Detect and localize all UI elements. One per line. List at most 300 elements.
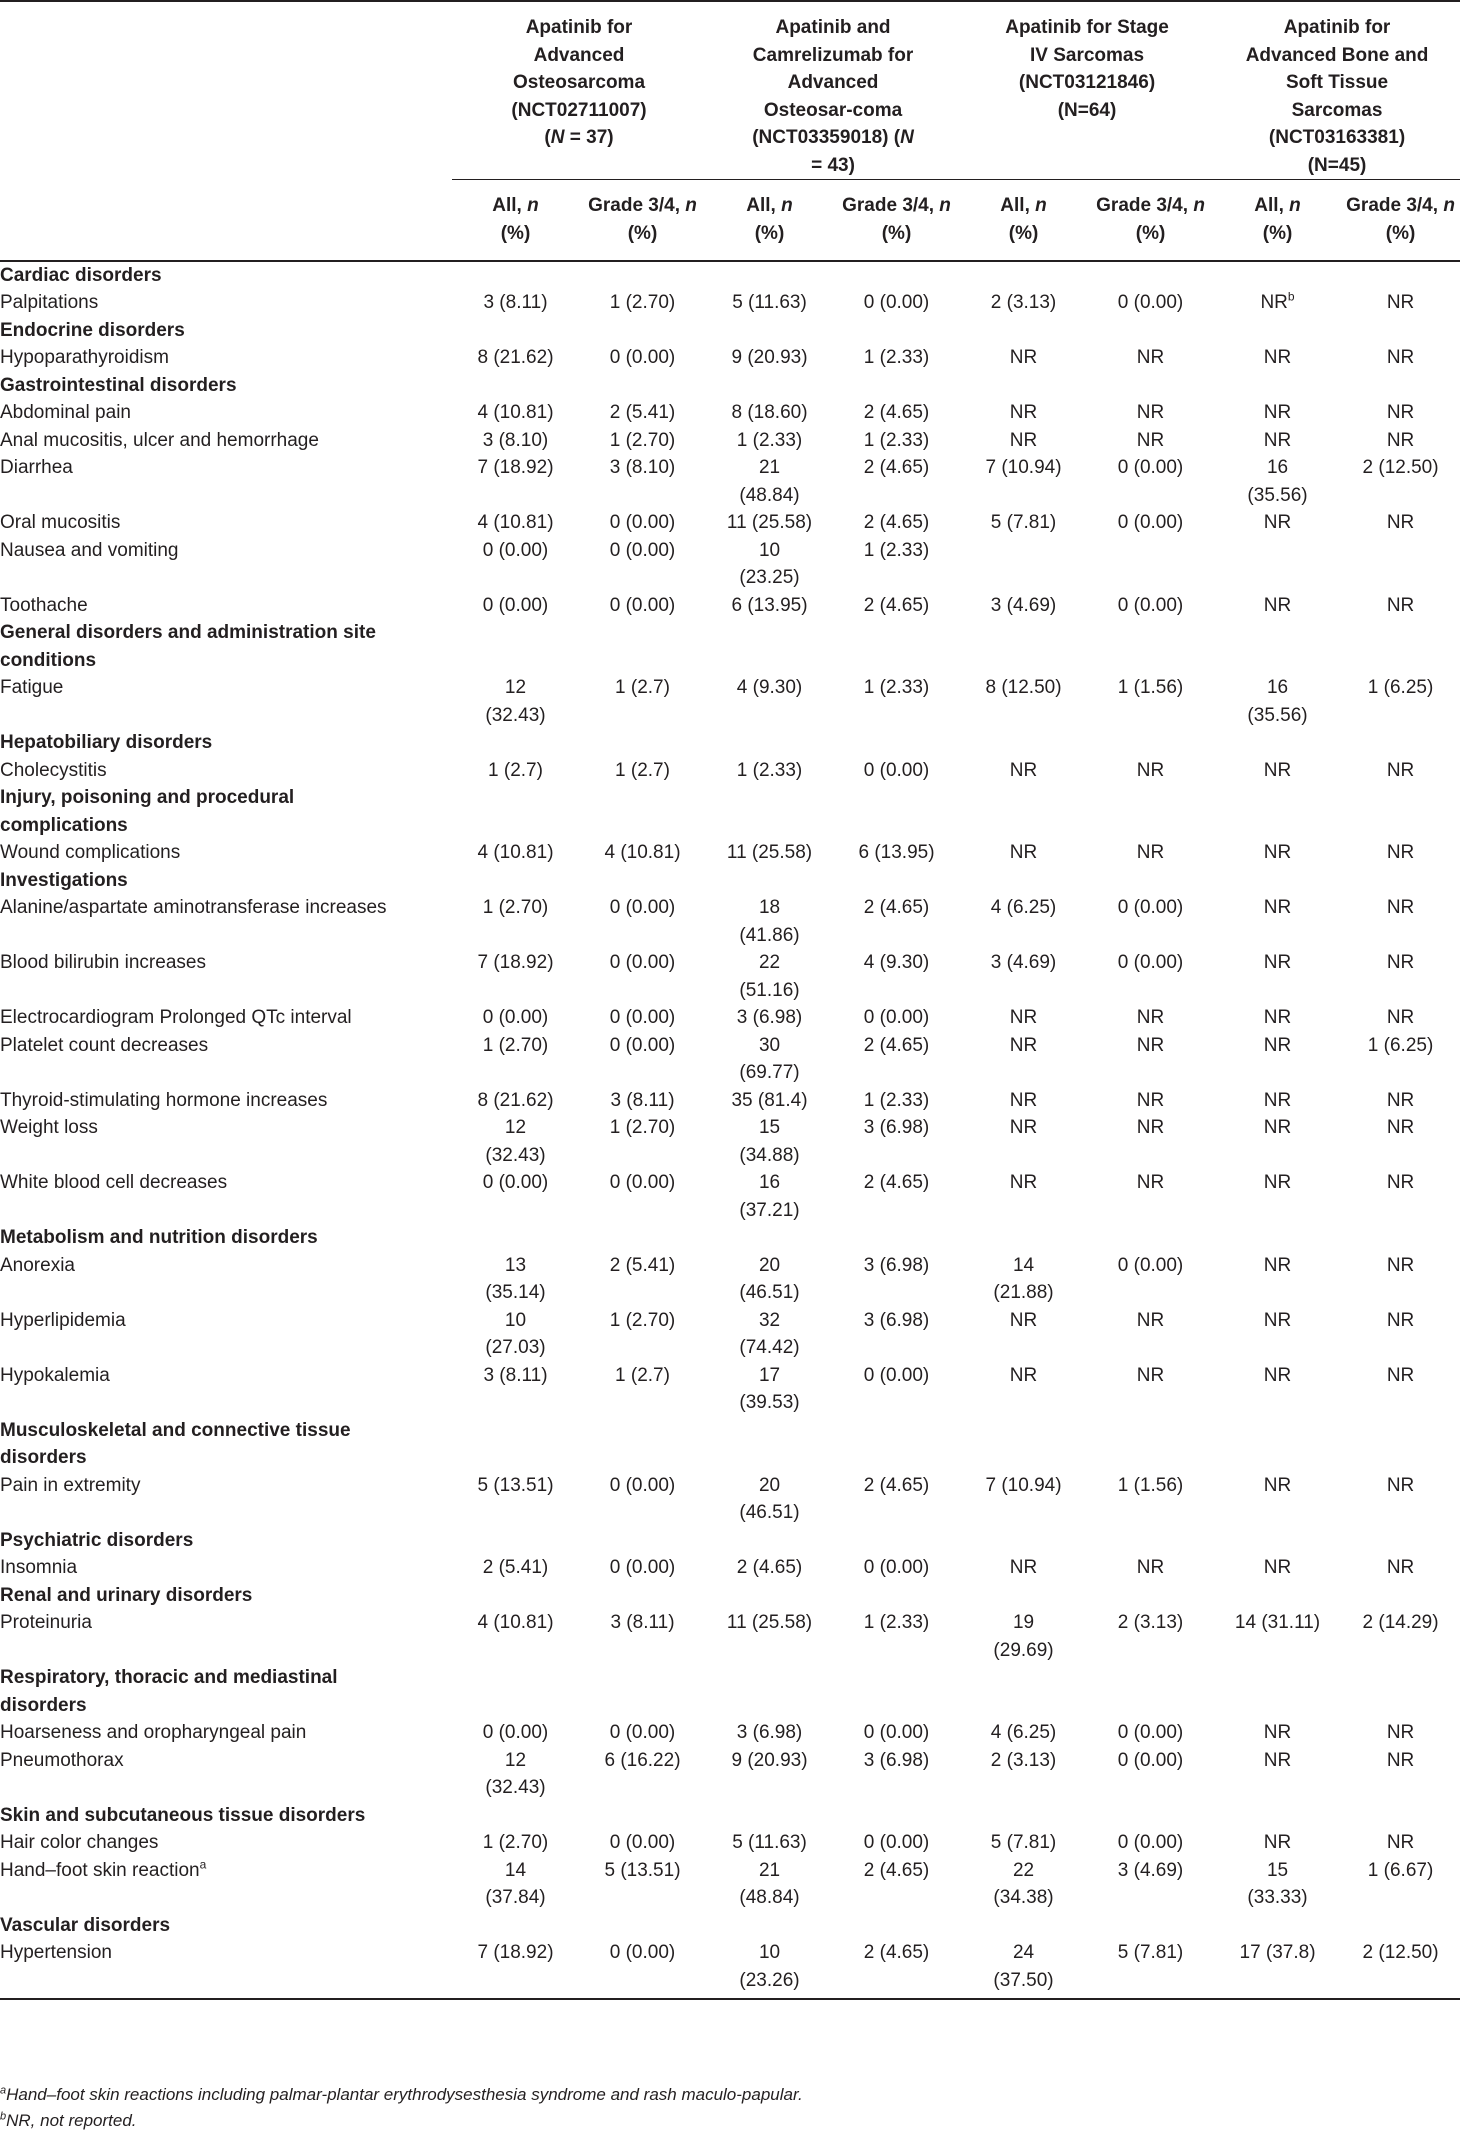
row-label bbox=[0, 674, 452, 729]
value-text: 3 (6.98) bbox=[863, 1254, 930, 1276]
empty-cell bbox=[1341, 729, 1460, 757]
value-cell bbox=[960, 1609, 1087, 1664]
table-row bbox=[0, 1362, 1460, 1417]
empty-cell bbox=[1341, 317, 1460, 345]
value-text: NR bbox=[1386, 952, 1415, 973]
value-cell bbox=[1341, 839, 1460, 867]
empty-cell bbox=[833, 1527, 960, 1555]
empty-cell bbox=[833, 784, 960, 839]
value-cell bbox=[1087, 399, 1214, 427]
trial-header-row bbox=[0, 1, 1460, 180]
value-cell bbox=[1214, 1032, 1341, 1087]
value-cell bbox=[1214, 537, 1341, 592]
subheader-all bbox=[452, 180, 579, 261]
empty-cell bbox=[960, 1664, 1087, 1719]
value-text: 7 (18.92) bbox=[477, 952, 554, 973]
row-label bbox=[0, 1939, 452, 1999]
empty-cell bbox=[706, 867, 833, 895]
value-text: 4 (9.30) bbox=[863, 952, 930, 973]
value-text: 0 (0.00) bbox=[609, 347, 676, 368]
category-row bbox=[0, 619, 1460, 674]
column-subheader-row bbox=[0, 180, 1460, 261]
value-text: 35 (81.4) bbox=[731, 1089, 808, 1111]
empty-cell bbox=[452, 1224, 579, 1252]
row-label bbox=[0, 1554, 452, 1582]
value-text: 17 (39.53) bbox=[739, 1364, 800, 1413]
value-text: NR bbox=[1386, 347, 1415, 368]
empty-cell bbox=[452, 619, 579, 674]
category-label-text: General disorders and administration site conditions bbox=[0, 622, 376, 671]
value-text: 1 (2.33) bbox=[736, 429, 803, 451]
table-row bbox=[0, 1087, 1460, 1115]
value-text: 4 (10.81) bbox=[477, 512, 554, 533]
value-cell bbox=[452, 1169, 579, 1224]
value-cell bbox=[833, 592, 960, 620]
value-text: NR bbox=[1386, 759, 1415, 781]
row-label bbox=[0, 949, 452, 1004]
empty-cell bbox=[452, 1527, 579, 1555]
row-label bbox=[0, 454, 452, 509]
value-text: 0 (0.00) bbox=[609, 1474, 676, 1496]
value-cell bbox=[1087, 1609, 1214, 1664]
value-text: 4 (10.81) bbox=[477, 1612, 554, 1633]
empty-cell bbox=[1087, 1664, 1214, 1719]
trial-title bbox=[960, 14, 1214, 124]
value-text: NR bbox=[1386, 1117, 1415, 1138]
table-header bbox=[0, 1, 1460, 261]
value-cell bbox=[579, 1554, 706, 1582]
value-text: NR bbox=[1136, 759, 1165, 781]
table-row bbox=[0, 1114, 1460, 1169]
subheader-grade-3-4 bbox=[1087, 180, 1214, 261]
value-cell bbox=[1087, 1087, 1214, 1115]
row-label-text: Thyroid-stimulating hormone increases bbox=[0, 1089, 328, 1111]
value-text: 0 (0.00) bbox=[609, 1172, 676, 1193]
value-cell bbox=[960, 1829, 1087, 1857]
value-cell bbox=[833, 289, 960, 317]
value-cell bbox=[960, 1472, 1087, 1527]
value-text: 0 (0.00) bbox=[482, 1722, 549, 1743]
category-label-text: Injury, poisoning and procedural complications bbox=[0, 787, 295, 836]
value-cell bbox=[1087, 1362, 1214, 1417]
value-text: 1 (2.70) bbox=[482, 1832, 549, 1853]
value-cell bbox=[1341, 1719, 1460, 1747]
category-label bbox=[0, 317, 452, 345]
value-text: 3 (8.10) bbox=[482, 429, 549, 451]
value-text: NR bbox=[1263, 512, 1292, 533]
empty-cell bbox=[706, 1527, 833, 1555]
value-text: 2 (4.65) bbox=[863, 1859, 930, 1881]
empty-cell bbox=[452, 261, 579, 290]
category-row bbox=[0, 729, 1460, 757]
value-cell bbox=[1214, 1939, 1341, 1999]
value-text: 0 (0.00) bbox=[609, 1722, 676, 1743]
value-cell bbox=[833, 1747, 960, 1802]
value-text: NR bbox=[1263, 1722, 1292, 1743]
value-text: 1 (1.56) bbox=[1117, 677, 1184, 698]
empty-cell bbox=[1087, 1582, 1214, 1610]
value-text: NR bbox=[1386, 842, 1415, 863]
value-text: NR bbox=[1136, 347, 1165, 368]
value-cell bbox=[1214, 1252, 1341, 1307]
footnote-mark: b bbox=[1287, 289, 1295, 304]
value-text: 5 (11.63) bbox=[732, 1832, 807, 1853]
value-text: 3 (6.98) bbox=[736, 1007, 803, 1028]
table-row bbox=[0, 509, 1460, 537]
value-text: 1 (2.33) bbox=[863, 677, 930, 698]
value-text: 0 (0.00) bbox=[863, 1007, 930, 1028]
value-text: 1 (2.7) bbox=[615, 1364, 670, 1386]
row-label bbox=[0, 509, 452, 537]
value-cell bbox=[706, 1307, 833, 1362]
value-cell bbox=[833, 1472, 960, 1527]
empty-cell bbox=[579, 784, 706, 839]
value-text: 1 (6.25) bbox=[1367, 1034, 1434, 1056]
category-row bbox=[0, 1224, 1460, 1252]
value-text: NR bbox=[1009, 842, 1038, 863]
subheader-text: Grade 3/4, bbox=[1346, 195, 1444, 216]
footnote-text: NR, not reported. bbox=[6, 2111, 137, 2130]
value-cell bbox=[579, 1252, 706, 1307]
value-text: 1 (2.70) bbox=[482, 1034, 549, 1056]
empty-cell bbox=[579, 1582, 706, 1610]
subheader-text: All, bbox=[1254, 195, 1290, 216]
value-cell bbox=[579, 289, 706, 317]
value-text: 5 (7.81) bbox=[990, 512, 1057, 533]
value-cell bbox=[452, 537, 579, 592]
row-label bbox=[0, 1719, 452, 1747]
value-cell bbox=[1087, 1114, 1214, 1169]
subheader-grade-3-4 bbox=[579, 180, 706, 261]
value-cell bbox=[1214, 1829, 1341, 1857]
row-label-text: Hand–foot skin reaction bbox=[0, 1859, 200, 1881]
empty-cell bbox=[706, 784, 833, 839]
value-cell bbox=[452, 1472, 579, 1527]
value-text: NR bbox=[1386, 292, 1415, 313]
value-text: NR bbox=[1263, 429, 1292, 451]
value-text: NR bbox=[1263, 1254, 1292, 1276]
value-text: 1 (2.7) bbox=[488, 759, 543, 781]
empty-cell bbox=[960, 1417, 1087, 1472]
value-cell bbox=[1087, 344, 1214, 372]
value-cell bbox=[1087, 1252, 1214, 1307]
value-text: 4 (10.81) bbox=[604, 842, 681, 863]
value-text: 7 (10.94) bbox=[985, 1474, 1062, 1496]
value-cell bbox=[452, 1609, 579, 1664]
category-label bbox=[0, 372, 452, 400]
value-cell bbox=[1214, 674, 1341, 729]
value-cell bbox=[706, 1114, 833, 1169]
value-text: 2 (3.13) bbox=[990, 292, 1057, 313]
subheader-text: Grade 3/4, bbox=[588, 195, 686, 216]
value-cell bbox=[1087, 757, 1214, 785]
value-text: 4 (6.25) bbox=[990, 897, 1057, 918]
value-text: 1 (2.70) bbox=[609, 1117, 676, 1138]
value-cell bbox=[579, 454, 706, 509]
value-cell bbox=[579, 1747, 706, 1802]
table-row bbox=[0, 592, 1460, 620]
value-text: $NR^b$ bbox=[1260, 289, 1295, 313]
value-cell bbox=[833, 949, 960, 1004]
subheader-all bbox=[1214, 180, 1341, 261]
value-text: 10 (23.25) bbox=[739, 539, 800, 588]
row-label-text: Hoarseness and oropharyngeal pain bbox=[0, 1722, 307, 1743]
value-cell bbox=[1087, 1719, 1214, 1747]
value-text: NR bbox=[1386, 402, 1415, 423]
trial-title bbox=[452, 14, 706, 152]
value-text: 2 (4.65) bbox=[863, 1172, 930, 1193]
footnote-mark: b bbox=[0, 2110, 7, 2123]
category-row bbox=[0, 261, 1460, 290]
value-cell bbox=[1087, 1472, 1214, 1527]
value-cell bbox=[1214, 839, 1341, 867]
empty-cell bbox=[1341, 1417, 1460, 1472]
value-cell bbox=[452, 1829, 579, 1857]
value-cell bbox=[706, 399, 833, 427]
footnote bbox=[0, 2082, 1460, 2108]
footnote-text: Hand–foot skin reactions including palmar-plantar erythrodysesthesia syndrome and rash maculo-papular. bbox=[6, 2085, 803, 2104]
value-cell bbox=[960, 894, 1087, 949]
trial-title-text: Apatinib and Camrelizumab for Advanced Osteosar-coma (NCT03359018) ( bbox=[752, 17, 914, 148]
value-text: NR bbox=[1136, 1172, 1165, 1193]
value-cell bbox=[1087, 894, 1214, 949]
category-row bbox=[0, 1802, 1460, 1830]
value-text: NR bbox=[1263, 1309, 1292, 1331]
table-row bbox=[0, 1307, 1460, 1362]
value-cell bbox=[706, 1004, 833, 1032]
value-text: NR bbox=[1263, 897, 1292, 918]
value-cell bbox=[960, 509, 1087, 537]
value-cell bbox=[1214, 1362, 1341, 1417]
value-text: 6 (13.95) bbox=[858, 842, 935, 863]
empty-cell bbox=[1341, 1912, 1460, 1940]
value-cell bbox=[1341, 1362, 1460, 1417]
value-text: 1 (2.33) bbox=[863, 1089, 930, 1111]
value-cell bbox=[960, 1252, 1087, 1307]
trial-title-text: Apatinib for Advanced Osteosarcoma (NCT02711007) ( bbox=[511, 17, 647, 148]
subheader-n: n bbox=[685, 195, 697, 216]
value-cell bbox=[1341, 1032, 1460, 1087]
value-text: 1 (2.70) bbox=[609, 1309, 676, 1331]
value-text: 1 (6.67) bbox=[1367, 1859, 1434, 1881]
value-text: 14 (37.84) bbox=[485, 1859, 546, 1908]
value-text: NR bbox=[1263, 759, 1292, 781]
value-cell bbox=[1341, 1829, 1460, 1857]
row-label bbox=[0, 1747, 452, 1802]
empty-cell bbox=[1341, 619, 1460, 674]
value-text: 1 (6.25) bbox=[1367, 677, 1434, 698]
value-cell bbox=[579, 1719, 706, 1747]
table-row bbox=[0, 344, 1460, 372]
value-text: 2 (12.50) bbox=[1362, 1942, 1439, 1963]
empty-cell bbox=[452, 1912, 579, 1940]
table-row bbox=[0, 1857, 1460, 1912]
value-cell bbox=[452, 674, 579, 729]
header-corner bbox=[0, 1, 452, 180]
value-text: 0 (0.00) bbox=[863, 1364, 930, 1386]
value-text: 0 (0.00) bbox=[1117, 457, 1184, 478]
value-cell bbox=[1214, 454, 1341, 509]
category-label-text: Endocrine disorders bbox=[0, 319, 185, 341]
value-text: 3 (8.11) bbox=[483, 1364, 548, 1386]
value-cell bbox=[706, 427, 833, 455]
table-row bbox=[0, 537, 1460, 592]
value-cell bbox=[1087, 1829, 1214, 1857]
value-text: 19 (29.69) bbox=[993, 1612, 1054, 1661]
value-text: 2 (14.29) bbox=[1362, 1612, 1439, 1633]
value-text: NR bbox=[1009, 1007, 1038, 1028]
table-row bbox=[0, 839, 1460, 867]
value-text: 2 (3.13) bbox=[1117, 1612, 1184, 1633]
value-cell bbox=[960, 537, 1087, 592]
value-cell bbox=[833, 1609, 960, 1664]
value-cell bbox=[1341, 1004, 1460, 1032]
value-cell bbox=[960, 1087, 1087, 1115]
trial-header-t3 bbox=[960, 1, 1214, 180]
value-cell bbox=[452, 1857, 579, 1912]
value-cell bbox=[1214, 757, 1341, 785]
value-text: NR bbox=[1009, 1117, 1038, 1138]
row-label-text: Oral mucositis bbox=[0, 512, 121, 533]
value-text: 0 (0.00) bbox=[609, 952, 676, 973]
value-cell bbox=[579, 1114, 706, 1169]
value-cell bbox=[579, 1004, 706, 1032]
value-text: 0 (0.00) bbox=[863, 1557, 930, 1578]
subheader-grade-3-4 bbox=[833, 180, 960, 261]
value-text: 0 (0.00) bbox=[609, 1832, 676, 1853]
value-text: 3 (8.11) bbox=[483, 292, 548, 313]
empty-cell bbox=[452, 1802, 579, 1830]
empty-cell bbox=[579, 619, 706, 674]
subheader-n: n bbox=[1035, 195, 1047, 216]
value-cell bbox=[1087, 1747, 1214, 1802]
value-text: 3 (4.69) bbox=[990, 594, 1057, 616]
value-cell bbox=[579, 344, 706, 372]
value-text: 11 (25.58) bbox=[726, 1612, 813, 1633]
value-cell bbox=[579, 1169, 706, 1224]
trial-title-count: = 37) bbox=[564, 127, 614, 148]
value-text: 16 (35.56) bbox=[1247, 457, 1308, 506]
row-label bbox=[0, 1032, 452, 1087]
category-label-text: Psychiatric disorders bbox=[0, 1529, 194, 1551]
value-cell bbox=[452, 1939, 579, 1999]
row-label bbox=[0, 1252, 452, 1307]
value-text: NR bbox=[1263, 1557, 1292, 1578]
empty-cell bbox=[1087, 1802, 1214, 1830]
category-label-text: Metabolism and nutrition disorders bbox=[0, 1227, 318, 1248]
value-cell bbox=[1214, 1747, 1341, 1802]
value-text: 0 (0.00) bbox=[609, 1942, 676, 1963]
value-cell bbox=[706, 289, 833, 317]
empty-cell bbox=[579, 1664, 706, 1719]
value-cell bbox=[706, 592, 833, 620]
value-cell bbox=[579, 537, 706, 592]
table-row bbox=[0, 674, 1460, 729]
value-text: NR bbox=[1263, 1034, 1292, 1056]
value-text: NR bbox=[1009, 402, 1038, 423]
value-cell bbox=[452, 1719, 579, 1747]
category-label bbox=[0, 1912, 452, 1940]
value-cell bbox=[706, 1554, 833, 1582]
value-text: 18 (41.86) bbox=[739, 897, 800, 946]
empty-cell bbox=[1214, 1417, 1341, 1472]
value-text: NR bbox=[1386, 1474, 1415, 1496]
value-cell bbox=[833, 839, 960, 867]
row-label bbox=[0, 344, 452, 372]
subheader-n: n bbox=[1193, 195, 1205, 216]
value-cell bbox=[452, 289, 579, 317]
value-cell bbox=[1341, 757, 1460, 785]
trial-title-n: N bbox=[900, 127, 914, 148]
category-label bbox=[0, 619, 452, 674]
empty-cell bbox=[1341, 1527, 1460, 1555]
value-text: NR bbox=[1386, 1722, 1415, 1743]
value-text: NR bbox=[1136, 1557, 1165, 1578]
value-cell bbox=[1214, 1169, 1341, 1224]
value-text: 12 (32.43) bbox=[485, 677, 546, 726]
value-cell bbox=[960, 1362, 1087, 1417]
value-cell bbox=[706, 894, 833, 949]
row-label bbox=[0, 1857, 452, 1912]
empty-cell bbox=[833, 867, 960, 895]
value-text: 11 (25.58) bbox=[726, 512, 813, 533]
trial-title bbox=[706, 14, 960, 179]
row-label bbox=[0, 427, 452, 455]
value-text: NR bbox=[1386, 897, 1415, 918]
value-cell bbox=[960, 289, 1087, 317]
value-cell bbox=[960, 1169, 1087, 1224]
value-cell bbox=[1214, 1114, 1341, 1169]
value-cell bbox=[1087, 674, 1214, 729]
value-text: 1 (2.33) bbox=[736, 759, 803, 781]
value-cell bbox=[706, 1252, 833, 1307]
value-text: NR bbox=[1386, 1749, 1415, 1771]
value-cell bbox=[960, 1747, 1087, 1802]
value-cell bbox=[706, 1169, 833, 1224]
value-cell bbox=[706, 1719, 833, 1747]
footnote-mark: a bbox=[0, 2084, 7, 2097]
empty-cell bbox=[1341, 372, 1460, 400]
value-cell bbox=[960, 454, 1087, 509]
empty-cell bbox=[1087, 1417, 1214, 1472]
table-row bbox=[0, 1169, 1460, 1224]
value-text: 1 (1.56) bbox=[1117, 1474, 1184, 1496]
value-text: 1 (2.33) bbox=[863, 429, 930, 451]
row-label-text: Blood bilirubin increases bbox=[0, 952, 206, 973]
empty-cell bbox=[1087, 1224, 1214, 1252]
value-text: 2 (4.65) bbox=[863, 1034, 930, 1056]
value-cell bbox=[452, 454, 579, 509]
subheader-pct: (%) bbox=[1008, 222, 1039, 244]
value-cell bbox=[452, 1004, 579, 1032]
value-text: NR bbox=[1386, 429, 1415, 451]
subheader-text: Grade 3/4, bbox=[842, 195, 940, 216]
value-cell bbox=[579, 1032, 706, 1087]
empty-cell bbox=[706, 1912, 833, 1940]
empty-cell bbox=[1087, 1912, 1214, 1940]
value-text: NR bbox=[1136, 1117, 1165, 1138]
subheader-n: n bbox=[527, 195, 539, 216]
value-cell bbox=[706, 1362, 833, 1417]
value-cell bbox=[1341, 1939, 1460, 1999]
table-footnotes bbox=[0, 2082, 1460, 2134]
value-text: 22 (34.38) bbox=[993, 1859, 1054, 1908]
value-cell bbox=[1087, 1032, 1214, 1087]
empty-cell bbox=[706, 1802, 833, 1830]
empty-cell bbox=[579, 729, 706, 757]
value-text: 15 (34.88) bbox=[739, 1117, 800, 1166]
value-text: 1 (2.70) bbox=[609, 429, 676, 451]
